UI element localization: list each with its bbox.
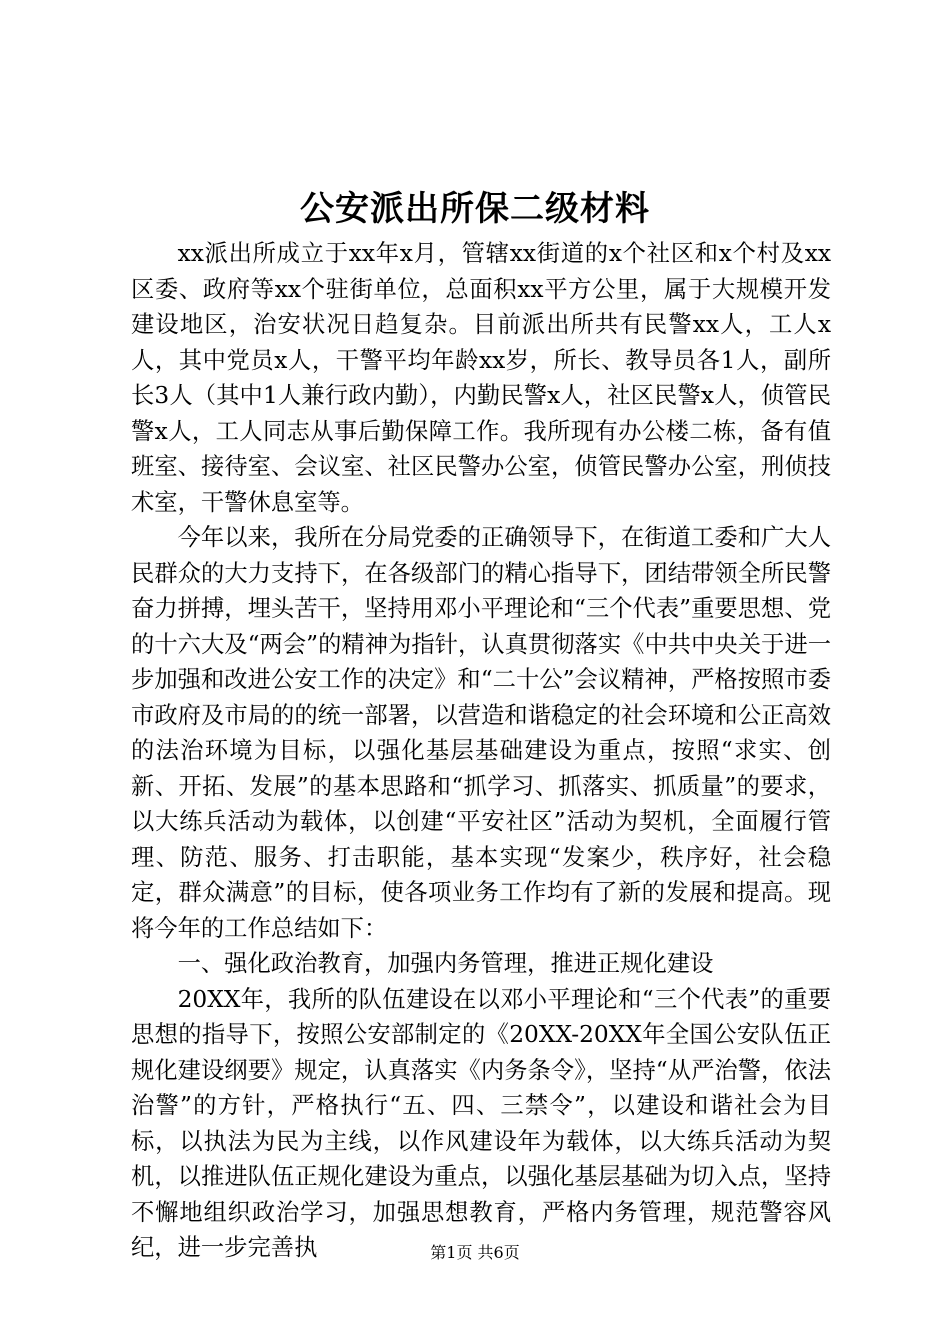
paragraph-summary: 今年以来，我所在分局党委的正确领导下，在街道工委和广大人民群众的大力支持下，在各级部门的精心指导下，团结带领全所民警奋力拼搏，埋头苦干，坚持用邓小平理论和“三个代表”重要思想、党的十六大及“两会”的精神为指针，认真贯彻落实《中共中央关于进一步加强和改进公安工作的决定》和“二十公”会议精神，严格按照市委市政府及市局的的统一部署，以营造和谐稳定的社会环境和公正高效的法治环境为目标，以强化基层基础建设为重点，按照“求实、创新、开拓、发展”的基本思路和“抓学习、抓落实、抓质量”的要求，以大练兵活动为载体，以创建“平安社区”活动为契机，全面履行管理、防范、服务、打击职能，基本实现“发案少，秩序好，社会稳定，群众满意”的目标，使各项业务工作均有了新的发展和提高。现将今年的工作总结如下： — [131, 524, 831, 942]
paragraph-section-1: 20XX年，我所的队伍建设在以邓小平理论和“三个代表”的重要思想的指导下，按照公安部制定的《20XX-20XX年全国公安队伍正规化建设纲要》规定，认真落实《内务条令》，坚持“从严治警，依法治警”的方针，严格执行“五、四、三禁令”，以建设和谐社会为目标，以执法为民为主线，以作风建设年为载体，以大练兵活动为契机，以推进队伍正规化建设为重点，以强化基层基础为切入点，坚持不懈地组织政治学习，加强思想教育，严格内务管理，规范警容风纪，进一步完善执 — [131, 985, 831, 1261]
page-footer: 第1页 共6页 — [430, 1243, 520, 1262]
section-heading: 一、强化政治教育，加强内务管理，推进正规化建设 — [177, 950, 714, 977]
paragraph-overview: xx派出所成立于xx年x月，管辖xx街道的x个社区和x个村及xx区委、政府等xx个驻街单位，总面积xx平方公里，属于大规模开发建设地区，治安状况日趋复杂。目前派出所共有民警xx人，工人x人，其中党员x人，干警平均年龄xx岁，所长、教导员各1人，副所长3人（其中1人兼行政内勤），内勤民警x人，社区民警x人，侦管民警x人，工人同志从事后勤保障工作。我所现有办公楼二栋，备有值班室、接待室、会议室、社区民警办公室，侦管民警办公室，刑侦技术室，干警休息室等。 — [131, 240, 831, 516]
document-body — [131, 236, 831, 1266]
document-title: 公安派出所保二级材料 — [300, 189, 650, 229]
